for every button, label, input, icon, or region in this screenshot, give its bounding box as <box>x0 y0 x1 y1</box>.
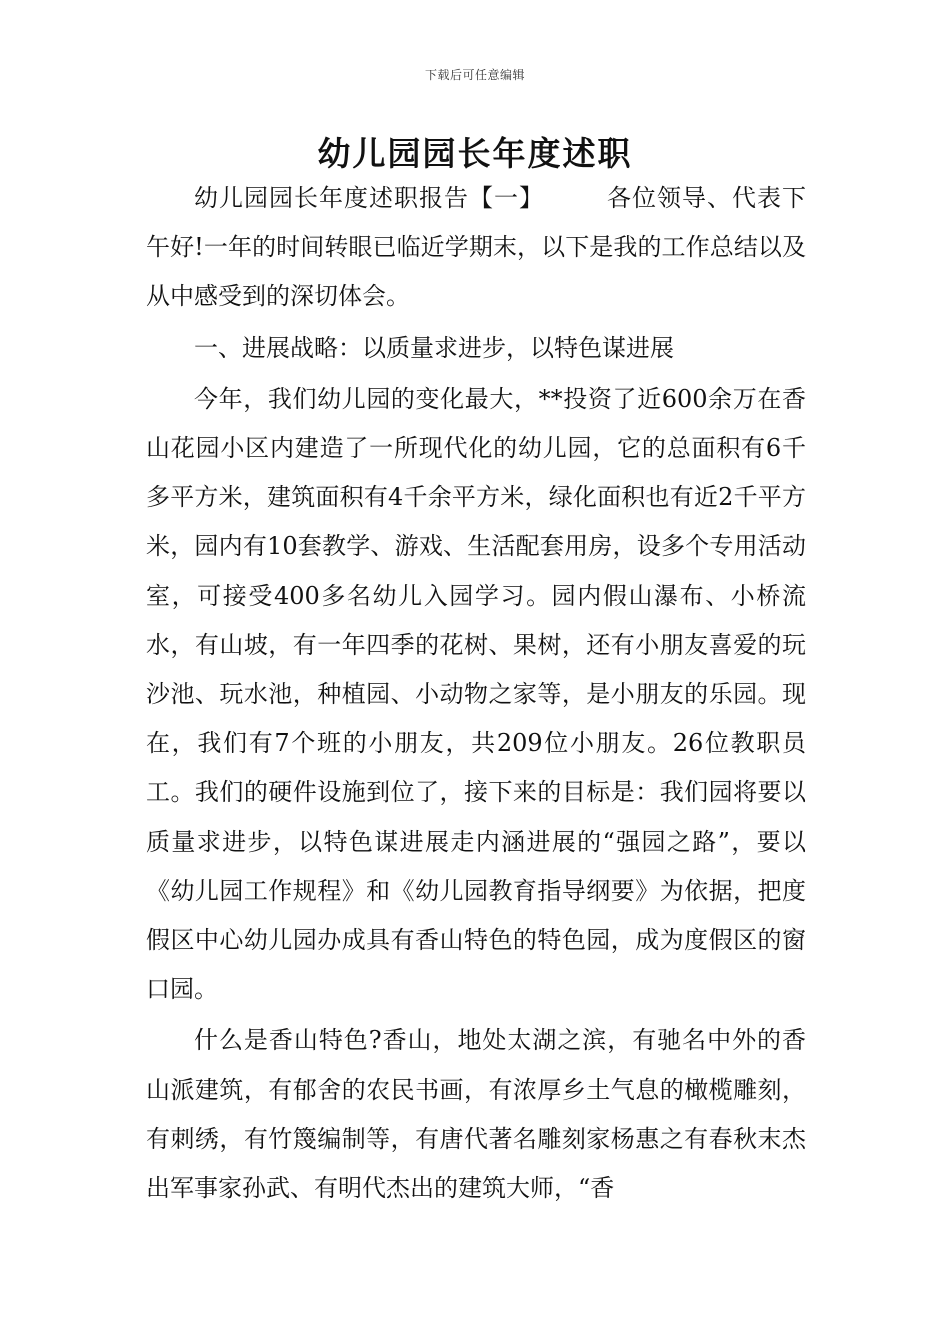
intro-rest: 各位领导、代表下午好!一年的时间转眼已临近学期末，以下是我的工作总结以及从中感受到的深切体会。 <box>146 184 806 311</box>
paragraph-1: 今年，我们幼儿园的变化最大，**投资了近600余万在香山花园小区内建造了一所现代化的幼儿园，它的总面积有6千多平方米，建筑面积有4千余平方米，绿化面积也有近2千平方米，园内有10套教学、游戏、生活配套用房，设多个专用活动室，可接受400多名幼儿入园学习。园内假山瀑布、小桥流水，有山坡，有一年四季的花树、果树，还有小朋友喜爱的玩沙池、玩水池，种植园、小动物之家等，是小朋友的乐园。现在，我们有7个班的小朋友，共209位小朋友。26位教职员工。我们的硬件设施到位了，接下来的目标是：我们园将要以质量求进步，以特色谋进展走内涵进展的“强园之路”，要以《幼儿园工作规程》和《幼儿园教育指导纲要》为依据，把度假区中心幼儿园办成具有香山特色的特色园，成为度假区的窗口园。 <box>146 384 806 1004</box>
intro-paragraph <box>146 174 806 322</box>
section-heading-1: 一、进展战略：以质量求进步，以特色谋进展 <box>194 333 674 362</box>
page-header-note: 下载后可任意编辑 <box>424 68 525 82</box>
document-body <box>146 174 806 1213</box>
document-title: 幼儿园园长年度述职 <box>317 134 633 173</box>
paragraph-2: 什么是香山特色?香山，地处太湖之滨，有驰名中外的香山派建筑，有郁舍的农民书画，有浓厚乡土气息的橄榄雕刻，有刺绣，有竹篾编制等，有唐代著名雕刻家杨惠之有春秋末杰出军事家孙武、有明代杰出的建筑大师，“香 <box>146 1026 806 1203</box>
intro-lead: 幼儿园园长年度述职报告【一】 <box>194 184 544 212</box>
